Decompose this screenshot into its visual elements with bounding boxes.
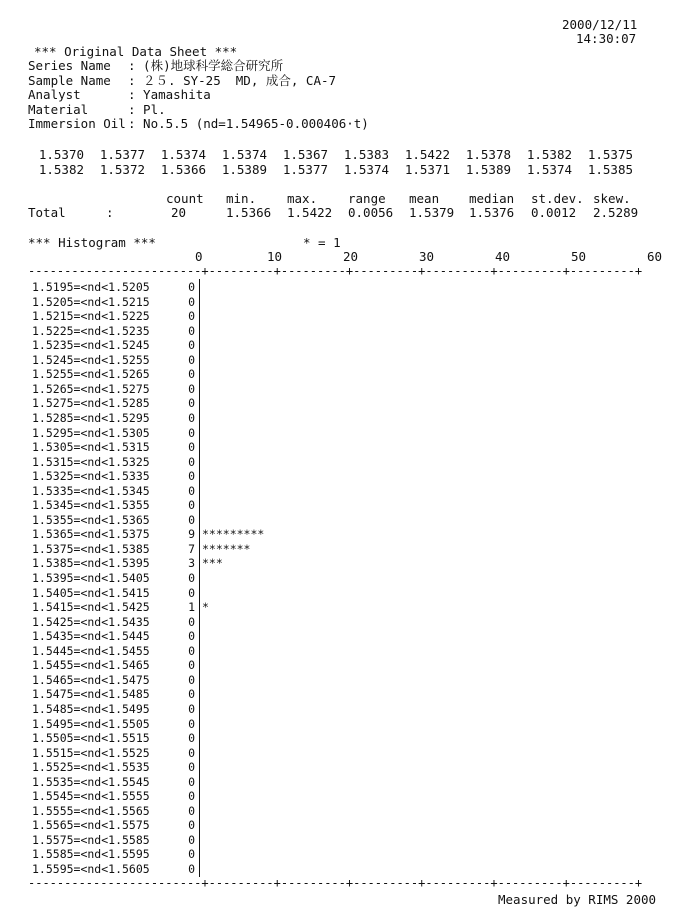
axis-tick-label: 10 (267, 249, 283, 264)
report-time: 14:30:07 (576, 31, 637, 46)
stat-value: 1.5376 (469, 205, 515, 220)
axis-tick-label: 20 (343, 249, 359, 264)
bin-bar: * (202, 600, 209, 615)
measurement-value: 1.5374 (160, 147, 206, 162)
measurement-value: 1.5389 (465, 161, 511, 177)
field-value: : ２５. SY-25 MD, 成合, CA-7 (128, 72, 337, 88)
bin-count: 0 (188, 498, 195, 513)
bin-range: 1.5215=<nd<1.5225 (32, 309, 150, 324)
histogram-bottom-rule: ------------------------+---------+---------+---------+---------+---------+---------+ (28, 876, 643, 890)
measurement-value: 1.5371 (404, 161, 450, 177)
bin-range: 1.5335=<nd<1.5345 (32, 483, 150, 498)
stat-header: count (166, 191, 204, 206)
bin-count: 0 (188, 396, 195, 411)
measurement-value: 1.5382 (38, 161, 84, 177)
bin-range: 1.5485=<nd<1.5495 (32, 701, 150, 716)
bin-count: 0 (188, 701, 195, 716)
histogram-title: *** Histogram *** (28, 235, 156, 250)
bin-count: 0 (188, 658, 195, 673)
stat-value: 0.0012 (531, 205, 577, 220)
bin-bar: ********* (202, 527, 265, 542)
axis-tick-label: 60 (647, 249, 663, 264)
bin-count: 3 (188, 556, 195, 571)
bin-count: 0 (188, 309, 195, 324)
bin-count: 9 (188, 527, 195, 542)
bin-range: 1.5225=<nd<1.5235 (32, 323, 150, 338)
measurement-value: 1.5377 (99, 147, 145, 162)
stat-header: max. (287, 191, 318, 206)
bin-range: 1.5535=<nd<1.5545 (32, 774, 150, 789)
histogram-axis-line (199, 279, 200, 877)
bin-range: 1.5445=<nd<1.5455 (32, 643, 150, 658)
bin-count: 0 (188, 469, 195, 484)
bin-range: 1.5545=<nd<1.5555 (32, 789, 150, 804)
histogram-scale-note: * = 1 (303, 235, 341, 250)
bin-range: 1.5465=<nd<1.5475 (32, 672, 150, 687)
bin-range: 1.5305=<nd<1.5315 (32, 440, 150, 455)
stat-value: 0.0056 (348, 205, 394, 220)
bin-count: 0 (188, 731, 195, 746)
stat-value: 1.5422 (287, 205, 333, 220)
bin-count: 0 (188, 454, 195, 469)
bin-count: 0 (188, 425, 195, 440)
stat-row-label: Total (28, 205, 66, 220)
bin-range: 1.5265=<nd<1.5275 (32, 381, 150, 396)
bin-count: 0 (188, 774, 195, 789)
bin-count: 0 (188, 440, 195, 455)
stat-value: 2.5289 (593, 205, 639, 220)
measurement-value: 1.5367 (282, 147, 328, 162)
field-value: : (株)地球科学総合研究所 (128, 58, 284, 73)
bin-range: 1.5595=<nd<1.5605 (32, 862, 150, 876)
measurement-value: 1.5374 (526, 161, 572, 177)
stat-value: 1.5379 (409, 205, 455, 220)
measurement-value: 1.5382 (526, 147, 572, 162)
bin-range: 1.5505=<nd<1.5515 (32, 731, 150, 746)
bin-range: 1.5355=<nd<1.5365 (32, 512, 150, 527)
axis-tick-label: 50 (571, 249, 587, 264)
field-label: Immersion Oil (28, 116, 126, 132)
bin-count: 0 (188, 410, 195, 425)
field-value: : No.5.5 (nd=1.54965-0.000406·t) (128, 116, 369, 132)
stat-header: median (469, 191, 515, 206)
bin-count: 0 (188, 862, 195, 876)
bin-count: 1 (188, 600, 195, 615)
bin-range: 1.5315=<nd<1.5325 (32, 454, 150, 469)
bin-count: 0 (188, 745, 195, 760)
stat-colon: : (106, 205, 114, 220)
stat-header: min. (226, 191, 257, 206)
field-value: : Pl. (128, 101, 166, 117)
bin-count: 0 (188, 294, 195, 309)
bin-count: 0 (188, 818, 195, 833)
bin-count: 0 (188, 338, 195, 353)
bin-count: 0 (188, 672, 195, 687)
bin-count: 0 (188, 585, 195, 600)
field-label: Material (28, 101, 126, 117)
measurement-value: 1.5389 (221, 161, 267, 177)
bin-range: 1.5395=<nd<1.5405 (32, 571, 150, 585)
measurement-value: 1.5377 (282, 161, 328, 177)
bin-range: 1.5405=<nd<1.5415 (32, 585, 150, 600)
measurement-value: 1.5374 (343, 161, 389, 177)
field-value: : Yamashita (128, 87, 211, 103)
bin-range: 1.5495=<nd<1.5505 (32, 716, 150, 731)
bin-count: 0 (188, 716, 195, 731)
bin-range: 1.5345=<nd<1.5355 (32, 498, 150, 513)
bin-range: 1.5285=<nd<1.5295 (32, 410, 150, 425)
bin-range: 1.5275=<nd<1.5285 (32, 396, 150, 411)
bin-count: 0 (188, 803, 195, 818)
bin-range: 1.5205=<nd<1.5215 (32, 294, 150, 309)
bin-bar: ******* (202, 541, 251, 556)
bin-range: 1.5525=<nd<1.5535 (32, 760, 150, 775)
bin-range: 1.5255=<nd<1.5265 (32, 367, 150, 382)
bin-range: 1.5425=<nd<1.5435 (32, 614, 150, 629)
report-date: 2000/12/11 (562, 17, 638, 32)
bin-count: 0 (188, 323, 195, 338)
measurement-value: 1.5366 (160, 161, 206, 177)
bin-range: 1.5565=<nd<1.5575 (32, 818, 150, 833)
bin-count: 0 (188, 687, 195, 702)
bin-count: 0 (188, 643, 195, 658)
stat-value: 20 (171, 205, 187, 220)
measurement-value: 1.5422 (404, 147, 450, 162)
axis-tick-label: 40 (495, 249, 511, 264)
bin-count: 0 (188, 352, 195, 367)
measurement-value: 1.5372 (99, 161, 145, 177)
bin-count: 0 (188, 760, 195, 775)
stat-value: 1.5366 (226, 205, 272, 220)
bin-range: 1.5195=<nd<1.5205 (32, 280, 150, 294)
bin-range: 1.5435=<nd<1.5445 (32, 629, 150, 644)
axis-tick-label: 30 (419, 249, 435, 264)
bin-range: 1.5295=<nd<1.5305 (32, 425, 150, 440)
bin-range: 1.5235=<nd<1.5245 (32, 338, 150, 353)
bin-count: 0 (188, 789, 195, 804)
stat-header: mean (409, 191, 440, 206)
bin-range: 1.5365=<nd<1.5375 (32, 527, 150, 542)
bin-count: 0 (188, 629, 195, 644)
bin-range: 1.5515=<nd<1.5525 (32, 745, 150, 760)
measurement-value: 1.5374 (221, 147, 267, 162)
measurement-value: 1.5385 (587, 161, 633, 177)
bin-range: 1.5245=<nd<1.5255 (32, 352, 150, 367)
histogram-top-rule: ------------------------+---------+---------+---------+---------+---------+---------+ (28, 264, 643, 278)
bin-range: 1.5375=<nd<1.5385 (32, 541, 150, 556)
bin-range: 1.5455=<nd<1.5465 (32, 658, 150, 673)
field-label: Analyst (28, 87, 126, 103)
measurement-value: 1.5378 (465, 147, 511, 162)
bin-range: 1.5585=<nd<1.5595 (32, 847, 150, 862)
bin-count: 0 (188, 847, 195, 862)
stat-header: range (348, 191, 386, 206)
measurement-value: 1.5383 (343, 147, 389, 162)
bin-count: 7 (188, 541, 195, 556)
bin-range: 1.5475=<nd<1.5485 (32, 687, 150, 702)
bin-range: 1.5415=<nd<1.5425 (32, 600, 150, 615)
bin-range: 1.5575=<nd<1.5585 (32, 832, 150, 847)
field-label: Series Name (28, 58, 126, 73)
bin-count: 0 (188, 512, 195, 527)
axis-tick-label: 0 (195, 249, 203, 264)
bin-count: 0 (188, 280, 195, 294)
field-label: Sample Name (28, 72, 126, 88)
stat-header: skew. (593, 191, 631, 206)
bin-count: 0 (188, 614, 195, 629)
measurement-value: 1.5370 (38, 147, 84, 162)
footer-credit: Measured by RIMS 2000 (498, 892, 657, 907)
sheet-title: *** Original Data Sheet *** (34, 44, 238, 59)
bin-range: 1.5555=<nd<1.5565 (32, 803, 150, 818)
measurement-value: 1.5375 (587, 147, 633, 162)
bin-count: 0 (188, 832, 195, 847)
bin-range: 1.5325=<nd<1.5335 (32, 469, 150, 484)
bin-count: 0 (188, 367, 195, 382)
stat-header: st.dev. (531, 191, 584, 206)
bin-range: 1.5385=<nd<1.5395 (32, 556, 150, 571)
bin-count: 0 (188, 571, 195, 585)
bin-bar: *** (202, 556, 223, 571)
bin-count: 0 (188, 483, 195, 498)
bin-count: 0 (188, 381, 195, 396)
